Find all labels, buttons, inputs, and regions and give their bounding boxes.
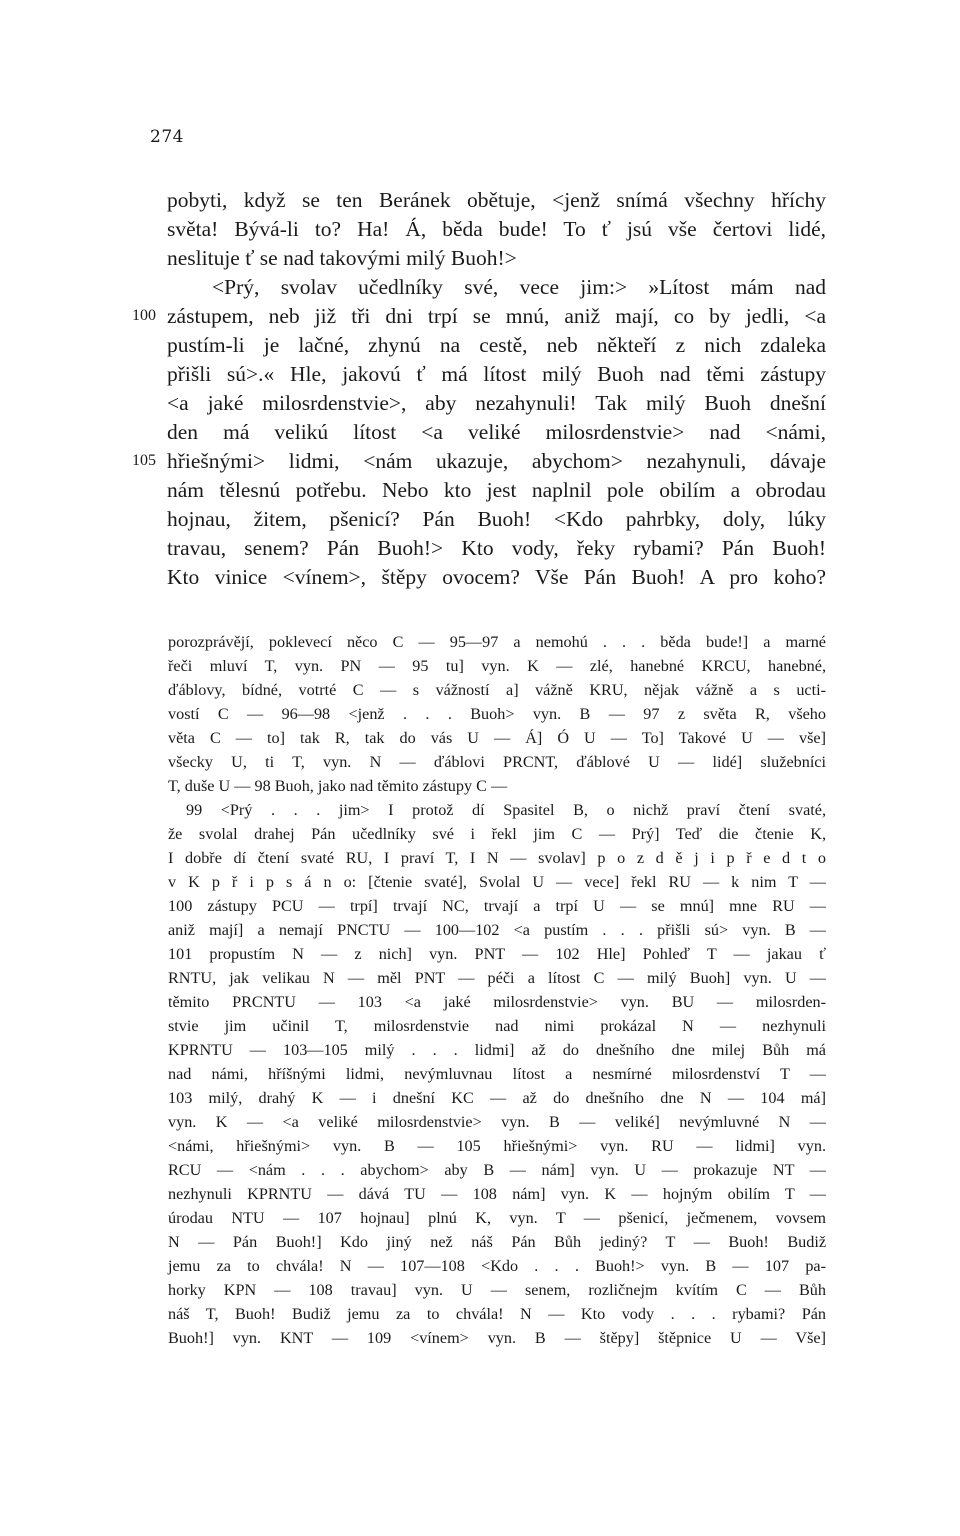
note-line: vostí C — 96—98 <jenž . . . Buoh> vyn. B — 97 z světa R, všeho <box>168 705 826 723</box>
text-line: zástupem, neb již tři dni trpí se mnú, aniž mají, co by jedli, <a <box>167 304 826 328</box>
note-line: náš T, Buoh! Budiž jemu za to chvála! N — Kto vody . . . rybami? Pán <box>168 1305 826 1323</box>
note-line: T, duše U — 98 Buoh, jako nad těmito zástupy C — <box>168 777 508 795</box>
line-number-100: 100 <box>132 307 156 324</box>
note-line: úrodau NTU — 107 hojnau] plnú K, vyn. T — pšenicí, ječmenem, vovsem <box>168 1209 826 1227</box>
note-line: RCU — <nám . . . abychom> aby B — nám] vyn. U — prokazuje NT — <box>168 1161 826 1179</box>
note-line: věta C — to] tak R, tak do vás U — Á] Ó U — To] Takové U — vše] <box>168 729 826 747</box>
note-line: ďáblovy, bídné, votrté C — s vážností a] vážně KRU, nějak vážně a s ucti- <box>168 681 826 699</box>
note-line: N — Pán Buoh!] Kdo jiný než náš Pán Bůh jediný? T — Buoh! Budiž <box>168 1233 826 1251</box>
text-line: světa! Bývá-li to? Ha! Á, běda bude! To ť jsú vše čertovi lidé, <box>167 217 826 241</box>
text-line: nеslituje ť se nad takovými milý Buoh!> <box>167 246 517 270</box>
note-line: všecky U, ti T, vyn. N — ďáblovi PRCNT, ďáblové U — lidé] služebníci <box>168 753 826 771</box>
note-line: RNTU, jak velikau N — měl PNT — péči a lítost C — milý Buoh] vyn. U — <box>168 969 826 987</box>
note-line: horky KPN — 108 travau] vyn. U — senem, rozličnejm kvítím C — Bůh <box>168 1281 826 1299</box>
note-line: 100 zástupy PCU — trpí] trvají NC, trvají a trpí U — se mnú] mne RU — <box>168 897 826 915</box>
note-line: porozprávějí, poklevecí něco C — 95—97 a nemohú . . . běda bude!] a marné <box>168 633 826 651</box>
note-line: vyn. K — <a veliké milosrdenstvie> vyn. B — veliké] nevýmluvné N — <box>168 1113 826 1131</box>
note-line: 101 propustím N — z nich] vyn. PNT — 102 Hle] Pohleď T — jakau ť <box>168 945 826 963</box>
note-line: že svolal drahej Pán učedlníky své i řekl jim C — Prý] Teď die čtenie K, <box>168 825 826 843</box>
note-line: <námi, hřiešnými> vyn. B — 105 hřiešnými> vyn. RU — lidmi] vyn. <box>168 1137 826 1155</box>
note-line: řeči mluví T, vyn. PN — 95 tu] vyn. K — zlé, hanebné KRCU, hanebné, <box>168 657 826 675</box>
note-line: jemu za to chvála! N — 107—108 <Kdo . . . Buoh!> vyn. B — 107 pa- <box>168 1257 826 1275</box>
note-line: 103 milý, drahý K — i dnešní KC — až do dnešního dne N — 104 má] <box>168 1089 826 1107</box>
text-line: travau, senem? Pán Buoh!> Kto vody, řeky rybami? Pán Buoh! <box>167 536 826 560</box>
text-line: <Prý, svolav učedlníky své, vece jim:> »Lítost mám nad <box>212 275 826 299</box>
text-line: Kto vinice <vínem>, štěpy ovocem? Vše Pán Buoh! A pro koho? <box>167 565 826 589</box>
note-line: Buoh!] vyn. KNT — 109 <vínem> vyn. B — štěpy] štěpnice U — Vše] <box>168 1329 826 1347</box>
text-line: hřiešnými> lidmi, <nám ukazuje, abychom> nezahynuli, dávaje <box>167 449 826 473</box>
note-line: nad námi, hříšnými lidmi, nevýmluvnau lítost a nesmírné milosrdenství T — <box>168 1065 826 1083</box>
text-line: hojnau, žitem, pšenicí? Pán Buoh! <Kdo pahrbky, doly, lúky <box>167 507 826 531</box>
page-number: 274 <box>150 127 184 147</box>
text-line: pobyti, když se ten Beránek obětuje, <jenž snímá všechny hříchy <box>167 188 826 212</box>
note-line: KPRNTU — 103—105 milý . . . lidmi] až do dnešního dne milej Bůh má <box>168 1041 826 1059</box>
note-line: nezhynuli KPRNTU — dává TU — 108 nám] vyn. K — hojným obilím T — <box>168 1185 826 1203</box>
note-line: I dobře dí čtení svaté RU, I praví T, I N — svolav] p o z d ě j i p ř e d t o <box>168 849 826 867</box>
line-number-105: 105 <box>132 452 156 469</box>
note-line: stvie jim učinil T, milosrdenstvie nad nimi prokázal N — nezhynuli <box>168 1017 826 1035</box>
note-line: aniž mají] a nemají PNCTU — 100—102 <a pustím . . . přišli sú> vyn. B — <box>168 921 826 939</box>
text-line: pustím-li je lačné, zhynú na cestě, neb někteří z nich zdaleka <box>167 333 826 357</box>
note-line: v K p ř i p s á n o: [čtenie svaté], Svolal U — vece] řekl RU — k nim T — <box>168 873 826 891</box>
text-line: <a jaké milosrdenstvie>, aby nezahynuli! Tak milý Buoh dnešní <box>167 391 826 415</box>
text-line: den má velikú lítost <a veliké milosrdenstvie> nad <námi, <box>167 420 826 444</box>
text-line: přišli sú>.« Hle, jakovú ť má lítost milý Buoh nad těmi zástupy <box>167 362 826 386</box>
note-line: těmito PRCNTU — 103 <a jaké milosrdenstvie> vyn. BU — milosrden- <box>168 993 826 1011</box>
note-line: 99 <Prý . . . jim> I protož dí Spasitel B, o nichž praví čtení svaté, <box>186 801 826 819</box>
text-line: nám tělesnú potřebu. Nebo kto jest naplnil pole obilím a obrodau <box>167 478 826 502</box>
